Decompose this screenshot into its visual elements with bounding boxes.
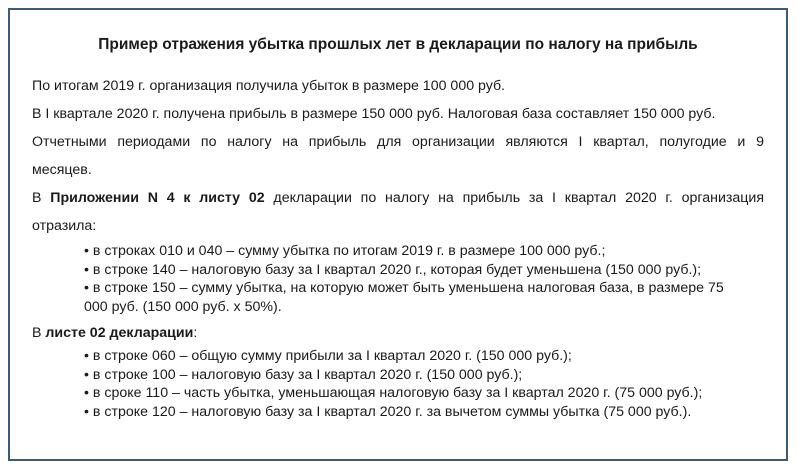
paragraph-reporting-periods-line1: Отчетными периодами по налогу на прибыль для организации являются I квартал, полугодие и 9 xyxy=(32,134,764,150)
example-box xyxy=(8,8,788,461)
list-item: • в строке 140 – налоговую базу за I квартал 2020 г., которая будет уменьшена (150 000 руб.); xyxy=(84,261,702,278)
sheet-suffix: : xyxy=(193,325,198,341)
appendix-bullet-list xyxy=(84,242,756,316)
appendix-reference: Приложении N 4 к листу 02 xyxy=(50,190,265,206)
box-title: Пример отражения убытка прошлых лет в декларации по налогу на прибыль xyxy=(98,36,698,53)
sheet-bullet-list xyxy=(84,347,756,421)
list-item: • в сроке 110 – часть убытка, уменьшающая налоговую базу за I квартал 2020 г. (75 000 руб.); xyxy=(84,385,703,401)
list-item: • в строке 120 – налоговую базу за I квартал 2020 г. за вычетом суммы убытка (75 000 руб.). xyxy=(84,403,692,420)
list-item: 000 руб. (150 000 руб. x 50%). xyxy=(84,298,282,315)
sheet-reference: листе 02 декларации xyxy=(45,325,194,341)
paragraph-appendix-intro-line2: отразила: xyxy=(32,218,97,234)
paragraph-profit-q1-2020: В I квартале 2020 г. получена прибыль в размере 150 000 руб. Налоговая база составляет 150 000 руб. xyxy=(32,106,716,122)
list-item: • в строке 100 – налоговую базу за I квартал 2020 г. (150 000 руб.); xyxy=(84,366,523,383)
appendix-suffix: декларации по налогу на прибыль за I квартал 2020 г. организация xyxy=(264,190,765,206)
list-item: • в строке 150 – сумму убытка, на которую может быть уменьшена налоговая база, в размере 75 xyxy=(84,280,724,296)
sheet-prefix: В xyxy=(32,325,46,341)
list-item: • в строках 010 и 040 – сумму убытка по итогам 2019 г. в размере 100 000 руб.; xyxy=(84,243,606,259)
paragraph-appendix-intro xyxy=(32,184,764,212)
paragraph-reporting-periods-line2: месяцев. xyxy=(32,162,92,178)
paragraph-sheet-intro xyxy=(32,319,764,347)
list-item: • в строке 060 – общую сумму прибыли за I квартал 2020 г. (150 000 руб.); xyxy=(84,348,572,364)
appendix-prefix: В xyxy=(32,190,51,206)
paragraph-loss-2019: По итогам 2019 г. организация получила убыток в размере 100 000 руб. xyxy=(32,78,506,94)
